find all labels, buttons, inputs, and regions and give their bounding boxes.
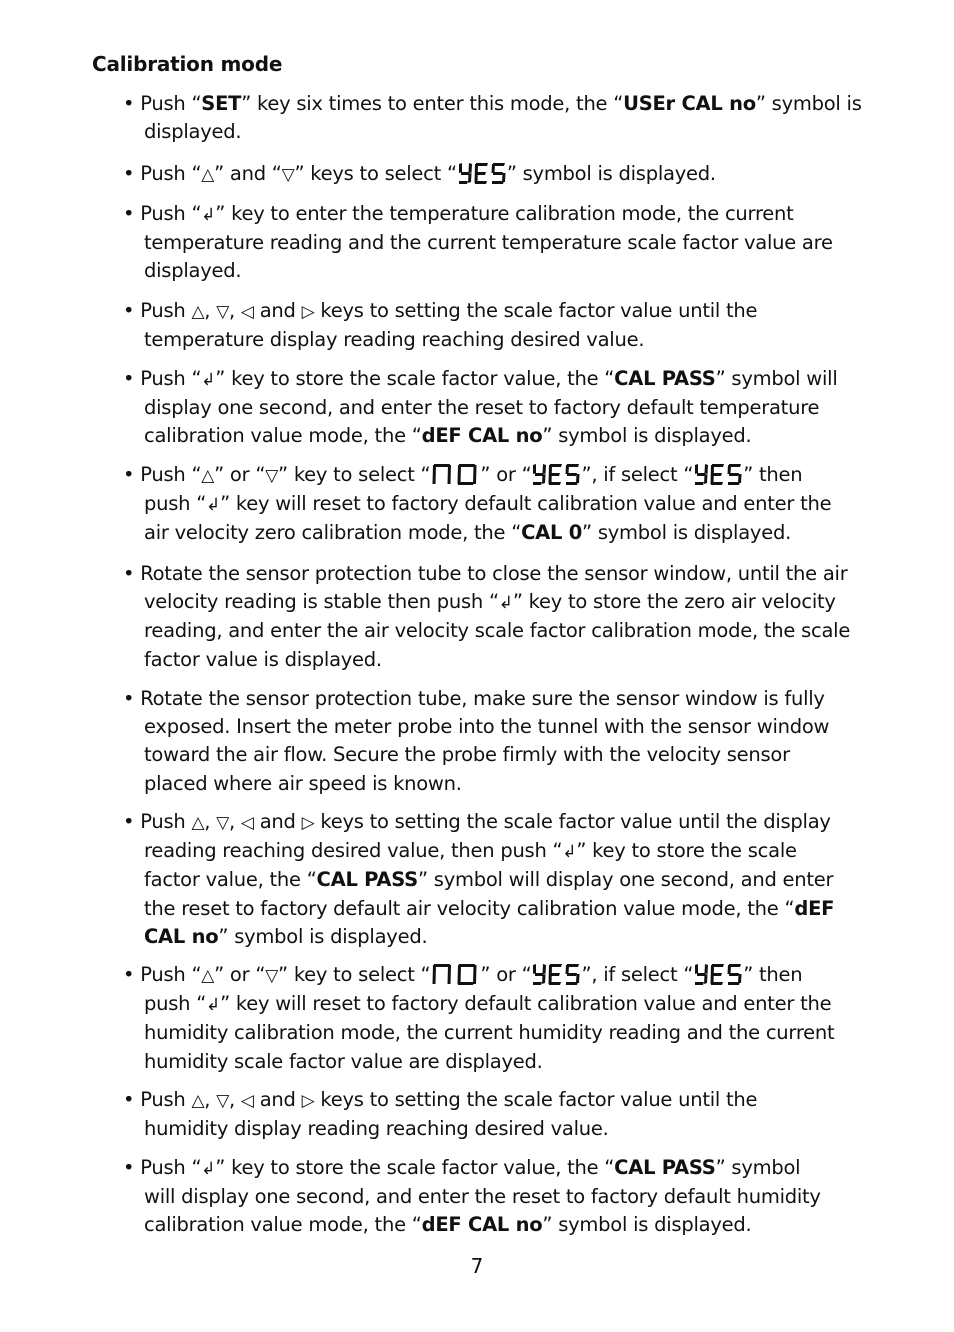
- text-run: ” keys to select “: [294, 162, 457, 185]
- instruction-line: [123, 866, 903, 894]
- text-run: ” key to enter the temperature calibration mode, the current: [215, 202, 794, 225]
- text-run: and: [253, 299, 302, 322]
- text-run: • Push “: [123, 202, 202, 225]
- lcd-yes-symbol-icon: [694, 963, 742, 985]
- text-run: ” key to store the scale factor value, the “: [215, 367, 615, 390]
- down-triangle-icon: ▽: [281, 165, 295, 185]
- section-heading: Calibration mode: [92, 52, 283, 76]
- text-run: • Rotate the sensor protection tube, make sure the sensor window is fully: [123, 687, 825, 710]
- text-run: ” symbol is displayed.: [542, 424, 752, 448]
- instruction-line: [123, 990, 903, 1019]
- text-run: • Push “: [123, 367, 202, 390]
- text-run: and: [253, 810, 302, 833]
- text-run: temperature display reading reaching desired value.: [144, 328, 645, 352]
- instruction-line: [123, 1115, 903, 1143]
- instruction-line: [123, 1154, 903, 1183]
- enter-key-icon: ↲: [206, 495, 221, 516]
- instruction-line: [123, 741, 903, 769]
- instruction-item: [123, 808, 903, 951]
- instruction-line: [123, 961, 903, 990]
- text-run: factor value is displayed.: [144, 647, 382, 671]
- instruction-line: [123, 1019, 903, 1047]
- instruction-line: [123, 365, 903, 394]
- text-run: • Push “: [123, 963, 202, 986]
- instruction-line: [123, 837, 903, 866]
- instruction-line: [123, 326, 903, 354]
- instruction-line: [123, 685, 903, 713]
- text-run: ” key to store the zero air velocity: [512, 590, 836, 614]
- left-triangle-icon: ◁: [240, 813, 254, 833]
- instruction-line: [123, 923, 903, 951]
- display-symbol-name: USEr CAL no: [623, 92, 756, 115]
- enter-key-icon: ↲: [498, 593, 513, 614]
- display-symbol-name: CAL 0: [521, 521, 583, 545]
- text-run: humidity scale factor value are displayed.: [144, 1049, 543, 1073]
- instruction-item: [123, 160, 903, 189]
- down-triangle-icon: ▽: [265, 966, 279, 986]
- instruction-line: [123, 160, 903, 189]
- text-run: ” symbol will display one second, and enter: [417, 868, 834, 892]
- enter-key-icon: ↲: [206, 995, 221, 1016]
- text-run: reading, and enter the air velocity scale factor calibration mode, the scale: [144, 619, 851, 643]
- text-run: air velocity zero calibration mode, the “: [144, 521, 522, 545]
- text-run: • Push “: [123, 1156, 202, 1179]
- text-run: ,: [204, 810, 217, 833]
- text-run: push “: [144, 992, 207, 1016]
- up-triangle-icon: △: [201, 466, 215, 486]
- instruction-line: [123, 297, 903, 326]
- instruction-line: [123, 257, 903, 285]
- text-run: ” symbol will: [715, 367, 838, 390]
- lcd-no-symbol-icon: [431, 463, 479, 485]
- text-run: • Push “: [123, 463, 202, 486]
- text-run: ” or “: [480, 463, 532, 486]
- lcd-no-symbol-icon: [431, 963, 479, 985]
- text-run: ” symbol is displayed.: [218, 924, 428, 948]
- display-symbol-name: CAL PASS: [614, 367, 716, 390]
- enter-key-icon: ↲: [562, 842, 577, 863]
- text-run: ” or “: [214, 463, 266, 486]
- text-run: displayed.: [144, 120, 242, 144]
- down-triangle-icon: ▽: [216, 1091, 230, 1111]
- text-run: • Push “: [123, 92, 202, 115]
- down-triangle-icon: ▽: [216, 302, 230, 322]
- text-run: ,: [229, 810, 241, 833]
- text-run: the reset to factory default air velocity calibration value mode, the “: [144, 896, 795, 920]
- text-run: humidity calibration mode, the current humidity reading and the current: [144, 1021, 835, 1045]
- text-run: displayed.: [144, 259, 242, 283]
- text-run: ” symbol is displayed.: [582, 521, 792, 545]
- instruction-line: [123, 200, 903, 229]
- page-number: 7: [470, 1254, 484, 1278]
- down-triangle-icon: ▽: [265, 466, 279, 486]
- text-run: ” symbol is displayed.: [542, 1213, 752, 1237]
- text-run: ” symbol is: [755, 92, 862, 115]
- text-run: ” symbol is displayed.: [506, 162, 716, 185]
- text-run: • Push: [123, 810, 192, 833]
- text-run: velocity reading is stable then push “: [144, 590, 499, 614]
- text-run: keys to setting the scale factor value until the: [314, 299, 758, 322]
- display-symbol-name: CAL PASS: [614, 1156, 716, 1179]
- text-run: factor value, the “: [144, 868, 317, 892]
- display-symbol-name: dEF CAL no: [421, 1213, 543, 1237]
- text-run: ,: [229, 1088, 241, 1111]
- instruction-line: [123, 90, 903, 118]
- lcd-yes-symbol-icon: [694, 463, 742, 485]
- text-run: will display one second, and enter the reset to factory default humidity: [144, 1185, 821, 1209]
- text-run: keys to setting the scale factor value until the: [314, 1088, 758, 1111]
- text-run: display one second, and enter the reset to factory default temperature: [144, 396, 820, 420]
- instruction-line: [123, 422, 903, 450]
- text-run: ,: [204, 1088, 217, 1111]
- instruction-line: [123, 560, 903, 588]
- instruction-line: [123, 394, 903, 422]
- display-symbol-name: CAL PASS: [316, 868, 418, 892]
- text-run: placed where air speed is known.: [144, 771, 462, 795]
- instruction-line: [123, 713, 903, 741]
- right-triangle-icon: ▷: [301, 1091, 315, 1111]
- text-run: humidity display reading reaching desired value.: [144, 1117, 609, 1141]
- text-run: ”, if select “: [581, 963, 694, 986]
- instruction-item: [123, 200, 903, 286]
- text-run: ” key six times to enter this mode, the “: [241, 92, 624, 115]
- text-run: calibration value mode, the “: [144, 424, 422, 448]
- text-run: push “: [144, 492, 207, 516]
- text-run: ” and “: [214, 162, 282, 185]
- lcd-yes-symbol-icon: [532, 963, 580, 985]
- right-triangle-icon: ▷: [301, 813, 315, 833]
- instruction-item: [123, 685, 903, 798]
- instruction-line: [123, 1048, 903, 1076]
- enter-key-icon: ↲: [201, 205, 216, 225]
- up-triangle-icon: △: [201, 165, 215, 185]
- text-run: • Push: [123, 1088, 192, 1111]
- right-triangle-icon: ▷: [301, 302, 315, 322]
- text-run: ” or “: [214, 963, 266, 986]
- display-symbol-name: CAL no: [144, 924, 219, 948]
- text-run: ” key will reset to factory default calibration value and enter the: [220, 492, 832, 516]
- text-run: reading reaching desired value, then push “: [144, 839, 563, 863]
- instruction-line: [123, 229, 903, 257]
- text-run: ” or “: [480, 963, 532, 986]
- enter-key-icon: ↲: [201, 1159, 216, 1179]
- lcd-yes-symbol-icon: [458, 162, 506, 184]
- text-run: ” key to store the scale factor value, the “: [215, 1156, 615, 1179]
- text-run: ”, if select “: [581, 463, 694, 486]
- text-run: ,: [229, 299, 241, 322]
- left-triangle-icon: ◁: [240, 302, 254, 322]
- instruction-item: [123, 461, 903, 548]
- up-triangle-icon: △: [191, 813, 205, 833]
- lcd-yes-symbol-icon: [532, 463, 580, 485]
- instruction-line: [123, 461, 903, 490]
- text-run: temperature reading and the current temperature scale factor value are: [144, 231, 833, 255]
- instruction-line: [123, 808, 903, 837]
- instruction-item: [123, 560, 903, 674]
- instruction-item: [123, 297, 903, 354]
- text-run: ” key will reset to factory default calibration value and enter the: [220, 992, 832, 1016]
- text-run: toward the air flow. Secure the probe firmly with the velocity sensor: [144, 743, 790, 767]
- display-symbol-name: dEF CAL no: [421, 424, 543, 448]
- instruction-item: [123, 90, 903, 146]
- instruction-item: [123, 365, 903, 451]
- display-symbol-name: SET: [201, 92, 242, 115]
- instruction-line: [123, 646, 903, 674]
- text-run: exposed. Insert the meter probe into the tunnel with the sensor window: [144, 715, 830, 739]
- text-run: • Push: [123, 299, 192, 322]
- instruction-line: [123, 490, 903, 519]
- display-symbol-name: dEF: [794, 896, 835, 920]
- instruction-item: [123, 1154, 903, 1240]
- enter-key-icon: ↲: [201, 370, 216, 390]
- instruction-item: [123, 961, 903, 1076]
- text-run: ” key to select “: [278, 963, 431, 986]
- instruction-line: [123, 1211, 903, 1239]
- text-run: ” then: [743, 963, 803, 986]
- left-triangle-icon: ◁: [240, 1091, 254, 1111]
- instruction-line: [123, 1183, 903, 1211]
- text-run: ,: [204, 299, 217, 322]
- instruction-line: [123, 118, 903, 146]
- instruction-item: [123, 1086, 903, 1143]
- instruction-line: [123, 617, 903, 645]
- text-run: ” key to store the scale: [576, 839, 797, 863]
- text-run: ” then: [743, 463, 803, 486]
- text-run: and: [253, 1088, 302, 1111]
- instruction-line: [123, 895, 903, 923]
- down-triangle-icon: ▽: [216, 813, 230, 833]
- up-triangle-icon: △: [191, 1091, 205, 1111]
- text-run: calibration value mode, the “: [144, 1213, 422, 1237]
- text-run: • Push “: [123, 162, 202, 185]
- up-triangle-icon: △: [201, 966, 215, 986]
- text-run: ” symbol: [715, 1156, 801, 1179]
- instruction-line: [123, 1086, 903, 1115]
- text-run: • Rotate the sensor protection tube to close the sensor window, until the air: [123, 562, 848, 585]
- text-run: keys to setting the scale factor value until the display: [314, 810, 831, 833]
- text-run: ” key to select “: [278, 463, 431, 486]
- instruction-line: [123, 770, 903, 798]
- up-triangle-icon: △: [191, 302, 205, 322]
- instruction-line: [123, 519, 903, 547]
- instruction-line: [123, 588, 903, 617]
